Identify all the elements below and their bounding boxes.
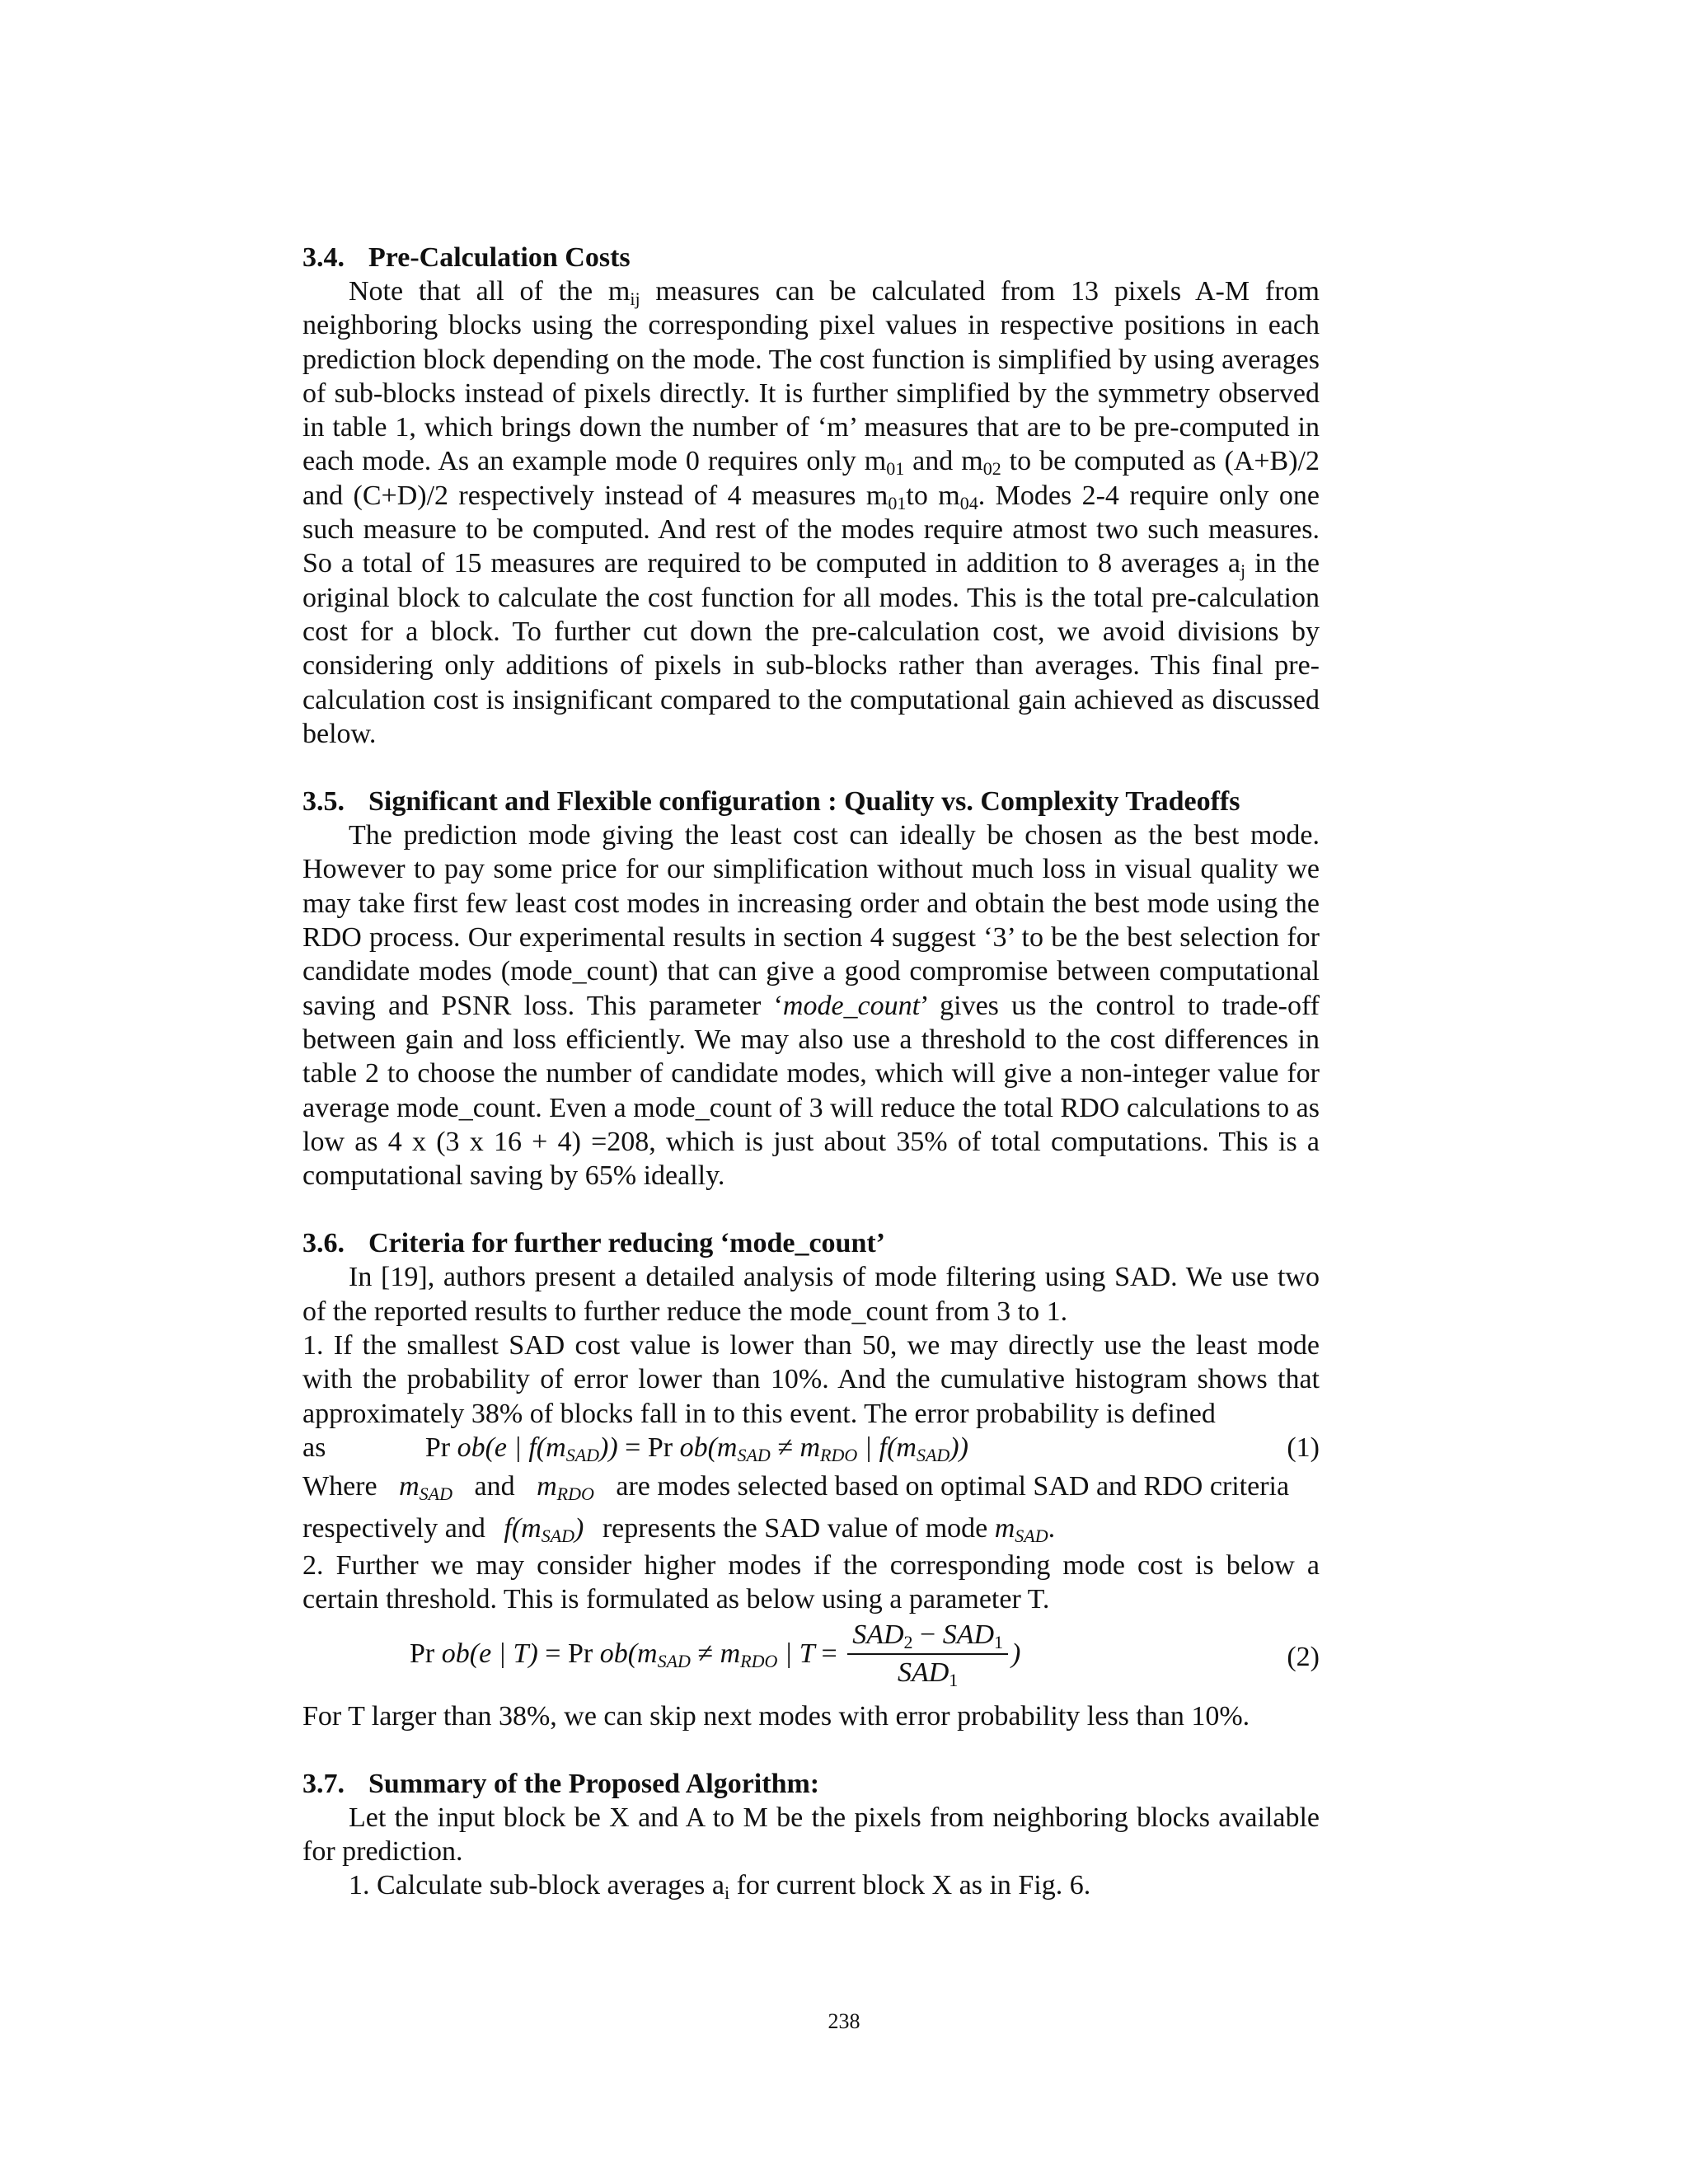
paragraph: The prediction mode giving the least cost can ideally be chosen as the best mode. However to pay some price for our simplification without much loss in visual quality we may take first few least cost modes in increasing order and obtain the best mode using the RDO process. Our experimental results in section 4 suggest ‘3’ to be the best selection for candidate modes (mode_count) that can give a good compromise between computational saving and PSNR loss. This parameter ‘mode_count’ gives us the control to trade-off between gain and loss efficiently. We may also use a threshold to the cost differences in table 2 to choose the number of candidate modes, which will give a non-integer value for average mode_count. Even a mode_count of 3 will reduce the total RDO calculations to as low as 4 x (3 x 16 + 4) =208, which is just about 35% of total computations. This is a computational saving by 65% ideally. (302, 820, 1320, 1192)
paragraph: 2. Further we may consider higher modes if the corresponding mode cost is below a certain threshold. This is formulated as below using a parameter T. (302, 1549, 1320, 1615)
paragraph: For T larger than 38%, we can skip next modes with error probability less than 10%. (302, 1700, 1250, 1732)
equation-number: (1) (1287, 1432, 1320, 1463)
where-line: Where $m_{SAD}$ and $m_{RDO}$ are modes selected based on optimal SAD and RDO criteria (302, 1470, 1290, 1504)
section-number: 3.7. (302, 1768, 345, 1799)
section-title: Significant and Flexible configuration : Quality vs. Complexity Tradeoffs (368, 786, 1240, 818)
equation-1: as Pr ob(e | $f(m_{SAD})) = Pr$ $ob(m_{SAD} \ne m_{RDO}$ | $f(m_{SAD})$) (1) (302, 1432, 1320, 1465)
section-heading-3-4 (302, 241, 1320, 274)
section-heading-3-6 (302, 1226, 1320, 1260)
section-title: Pre-Calculation Costs (368, 242, 631, 273)
section-heading-3-7 (302, 1767, 1320, 1801)
page-number: 238 (828, 2009, 860, 2033)
section-heading-3-5 (302, 785, 1320, 818)
page-content (302, 241, 1320, 1902)
equation-2: Pr ob(e | T) = Pr $ob(m_{SAD} \ne m_{RDO}$ | T = $\frac{SAD_2 - SAD_1}{SAD_1}$ ) (2) (302, 1617, 1320, 1699)
paragraph: Note that all of the $m_{ij}$ measures can be calculated from 13 pixels A-M from neighboring blocks using the corresponding pixel values in respective positions in each prediction block depending on the mode. The cost function is simplified by using averages of sub-blocks instead of pixels directly. It is further simplified by the symmetry observed in table 1, which brings down the number of ‘m’ measures that are to be pre-computed in each mode. As an example mode 0 requires only $m_{01}$ and $m_{02}$ to be computed as (A+B)/2 and (C+D)/2 respectively instead of 4 measures $m_{01}to$ $m_{04}$. Modes 2-4 require only one such measure to be computed. And rest of the modes require atmost two such measures. So a total of 15 measures are required to be computed in addition to 8 averages $a_j$ in the original block to calculate the cost function for all modes. This is the total pre-calculation cost for a block. To further cut down the pre-calculation cost, we avoid divisions by considering only additions of pixels in sub-blocks rather than averages. This final pre-calculation cost is insignificant compared to the computational gain achieved as discussed below. (302, 276, 1320, 749)
section-title: Criteria for further reducing ‘mode_count’ (368, 1228, 885, 1259)
section-title: Summary of the Proposed Algorithm: (368, 1768, 820, 1799)
section-number: 3.4. (302, 242, 345, 273)
paragraph: In [19], authors present a detailed analysis of mode filtering using SAD. We use two of the reported results to further reduce the mode_count from 3 to 1. (302, 1262, 1320, 1327)
list-item: 1. Calculate sub-block averages $a_i$ for current block X as in Fig. 6. (349, 1870, 1091, 1904)
paragraph: 1. If the smallest SAD cost value is lower than 50, we may directly use the least mode with the probability of error lower than 10%. And the cumulative histogram shows that approximately 38% of blocks fall in to this event. The error probability is defined (302, 1330, 1320, 1429)
respectively-line: respectively and $f(m_{SAD})$ represents the SAD value of mode $m_{SAD}$. (302, 1512, 1056, 1546)
section-number: 3.6. (302, 1228, 345, 1259)
section-number: 3.5. (302, 786, 345, 818)
paragraph: Let the input block be X and A to M be the pixels from neighboring blocks available for prediction. (302, 1802, 1320, 1868)
equation-number: (2) (1287, 1641, 1320, 1672)
